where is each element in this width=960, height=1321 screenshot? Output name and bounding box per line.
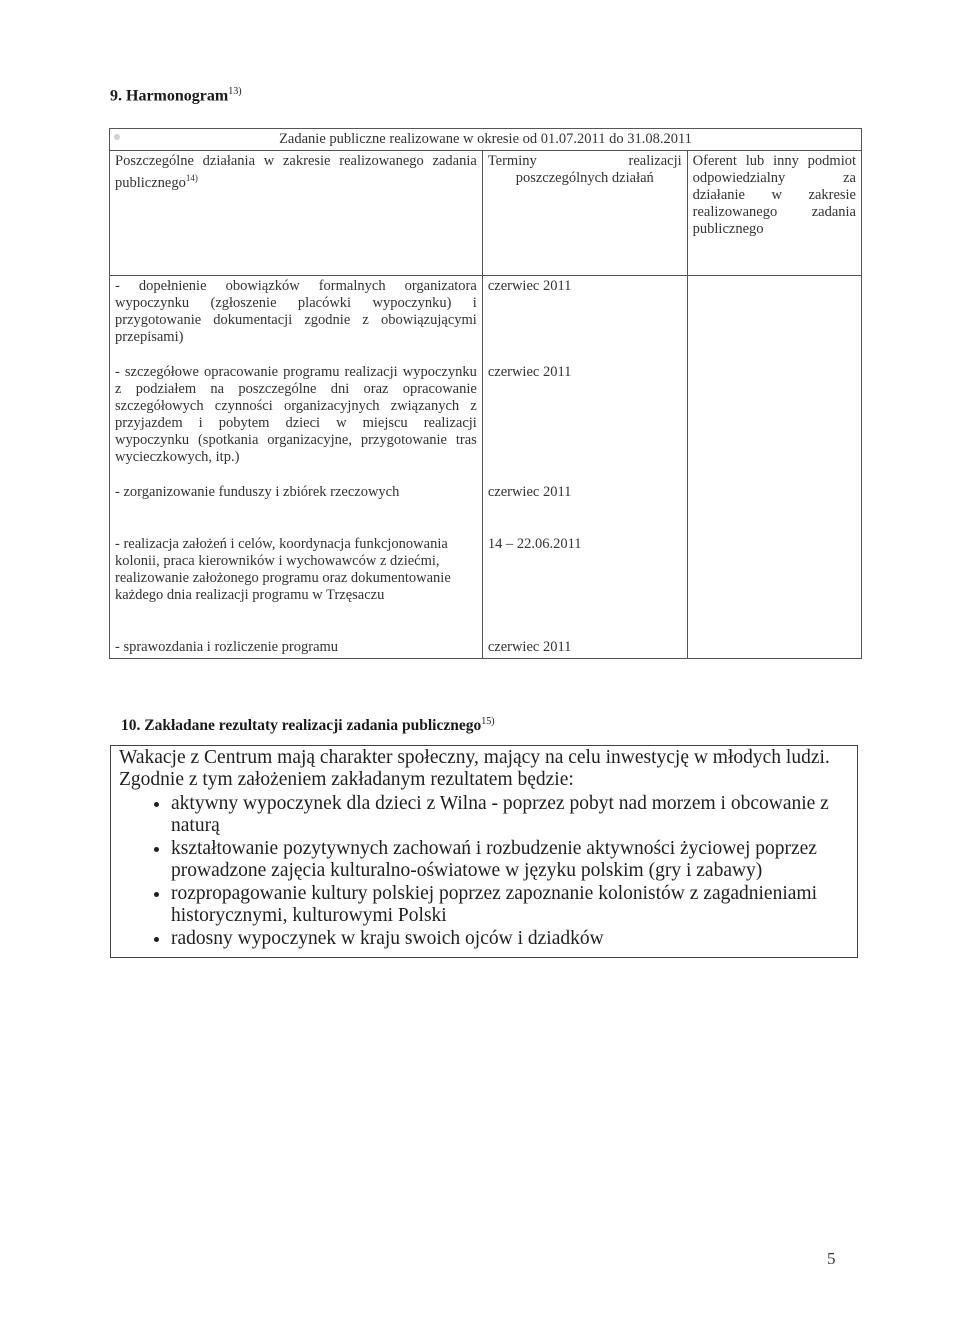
term-item: czerwiec 2011 — [487, 484, 572, 500]
activity-item: - szczegółowe opracowanie programu realizacji wypoczynku z podziałem na poszczególne dni oraz opracowanie szczegółowych czynności organizacyjnych związanych z przyjazdem i pobytem dzieci w miejscu realizacji wypoczynku (spotkania organizacyjne, przygotowanie tras wycieczkowych, itp.) — [115, 364, 477, 465]
results-list-item: • rozpropagowanie kultury polskiej poprzez zapoznanie kolonistów z zagadnieniami historycznymi, kulturowymi Polski — [171, 883, 853, 927]
term-item: czerwiec 2011 — [487, 639, 572, 655]
schedule-body-row — [110, 276, 862, 659]
results-list — [119, 793, 853, 950]
activity-item: - dopełnienie obowiązków formalnych organizatora wypoczynku (zgłoszenie placówki wypoczynku) i przygotowanie dokumentacji zgodnie z obowiązującymi przepisami) — [115, 278, 477, 345]
activity-item: - realizacja założeń i celów, koordynacja funkcjonowania kolonii, praca kierowników i wychowawców z dziećmi, realizowanie założonego programu oraz dokumentowanie każdego dnia realizacji programu w Trzęsaczu — [115, 536, 451, 603]
schedule-period: Zadanie publiczne realizowane w okresie od 01.07.2011 do 31.08.2011 — [110, 129, 862, 151]
section-9-title: 9. Harmonogram — [110, 87, 229, 105]
activity-item: - sprawozdania i rozliczenie programu — [115, 639, 339, 655]
schedule-header-row — [110, 151, 862, 276]
activity-item: - zorganizowanie funduszy i zbiórek rzeczowych — [115, 484, 400, 500]
schedule-period-row — [110, 129, 862, 151]
results-list-item: • radosny wypoczynek w kraju swoich ojców i dziadków — [171, 928, 853, 950]
section-10-title: 10. Zakładane rezultaty realizacji zadania publicznego — [121, 717, 482, 735]
results-list-item: • kształtowanie pozytywnych zachowań i rozbudzenie aktywności życiowej poprzez prowadzone zajęcia kulturalno-oświatowe w języku polskim (gry i zabawy) — [171, 838, 853, 882]
results-intro: Wakacje z Centrum mają charakter społeczny, mający na celu inwestycję w młodych ludzi. Zgodnie z tym założeniem zakładanym rezultatem będzie: — [119, 747, 830, 790]
section-9-heading — [110, 86, 242, 105]
header-activities: Poszczególne działania w zakresie realizowanego zadania publicznego$^{14)}$ — [110, 151, 483, 276]
header-responsible: Oferent lub inny podmiot odpowiedzialny za działanie w zakresie realizowanego zadania publicznego — [687, 151, 861, 276]
term-item: czerwiec 2011 — [487, 364, 572, 380]
section-10-heading — [121, 716, 495, 735]
schedule-table — [109, 128, 862, 659]
terms-cell — [482, 276, 687, 659]
section-10-footnote: 15) — [481, 716, 495, 727]
responsible-cell — [687, 276, 861, 659]
activities-cell — [110, 276, 483, 659]
results-list-item: • aktywny wypoczynek dla dzieci z Wilna - poprzez pobyt nad morzem i obcowanie z naturą — [171, 793, 853, 837]
term-item: 14 – 22.06.2011 — [487, 536, 582, 552]
page-number: 5 — [827, 1249, 836, 1268]
section-9-footnote: 13) — [228, 86, 242, 97]
results-box — [110, 745, 858, 958]
header-terms: Terminy realizacji poszczególnych działań — [482, 151, 687, 276]
term-item: czerwiec 2011 — [487, 278, 572, 294]
